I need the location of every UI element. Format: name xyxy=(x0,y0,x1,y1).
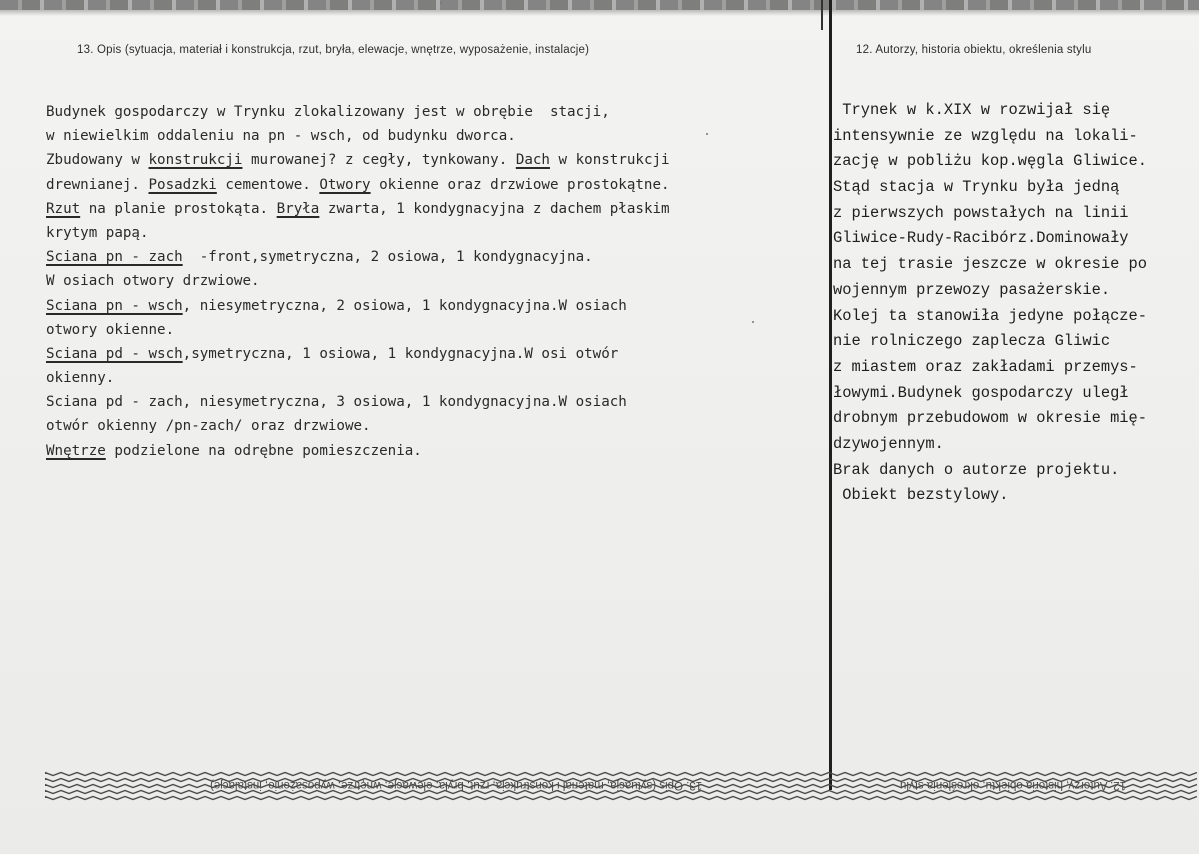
wavy-line xyxy=(45,773,1197,776)
description-line xyxy=(46,269,816,293)
description-line xyxy=(46,197,816,221)
text-segment: krytym papą. xyxy=(46,224,149,241)
mirrored-footer-left: 13. Opis (sytuacja, materiał i konstrukcja, rzut, bryła, elewacje, wnętrze, wyposażenie, instalacje) xyxy=(210,779,703,791)
text-segment: Budynek gospodarczy w Trynku zlokalizowany jest w obrębie stacji, xyxy=(46,104,610,120)
underlined-term: Rzut xyxy=(46,200,81,217)
text-segment: W osiach otwory drzwiowe. xyxy=(46,273,260,290)
paper-speck xyxy=(752,321,754,323)
history-line: Kolej ta stanowiła jedyne połącze- xyxy=(833,306,1148,325)
history-line: łowymi.Budynek gospodarczy uległ xyxy=(833,383,1129,402)
paper-speck xyxy=(440,2,442,4)
description-text xyxy=(46,100,816,463)
underlined-term: Bryła xyxy=(276,200,320,217)
description-line xyxy=(46,100,816,124)
description-line xyxy=(46,173,816,197)
text-segment: otwór okienny /pn-zach/ oraz drzwiowe. xyxy=(46,418,371,435)
section-12-header: 12. Autorzy, historia obiektu, określenia stylu xyxy=(856,44,1092,56)
top-edge-shadow xyxy=(0,10,1199,16)
underlined-term: Sciana pn - wsch xyxy=(46,297,183,314)
history-line: intensywnie ze względu na lokali- xyxy=(833,126,1138,145)
description-line xyxy=(46,342,816,366)
text-segment: na planie prostokąta. xyxy=(80,200,277,217)
description-line xyxy=(46,318,816,342)
underlined-term: Sciana pd - wsch xyxy=(46,345,183,362)
column-divider xyxy=(829,0,832,790)
text-segment: w niewielkim oddaleniu na pn - wsch, od budynku dworca. xyxy=(46,128,516,145)
history-line: Gliwice-Rudy-Racibórz.Dominowały xyxy=(833,229,1129,248)
text-segment: Sciana pd - zach, niesymetryczna, 3 osiowa, 1 kondygnacyjna.W osiach xyxy=(46,394,627,411)
history-line: zację w pobliżu kop.węgla Gliwice. xyxy=(833,152,1148,171)
history-line: Trynek w k.XIX w rozwijał się xyxy=(833,101,1111,119)
history-line: drobnym przebudowom w okresie mię- xyxy=(833,409,1148,428)
history-line: na tej trasie jeszcze w okresie po xyxy=(833,255,1148,274)
history-line: nie rolniczego zaplecza Gliwic xyxy=(833,332,1111,351)
text-segment: zwarta, 1 kondygnacyjna z dachem płaskim xyxy=(319,200,670,217)
section-13-header: 13. Opis (sytuacja, materiał i konstrukcja, rzut, bryła, elewacje, wnętrze, wyposażenie, instalacje) xyxy=(77,44,590,56)
wavy-line xyxy=(45,797,1197,800)
history-line: dzywojennym. xyxy=(833,434,944,453)
description-line xyxy=(46,439,816,463)
description-line xyxy=(46,414,816,438)
history-line: Stąd stacja w Trynku była jedną xyxy=(833,178,1120,197)
description-line xyxy=(46,245,816,269)
text-segment: cementowe. xyxy=(216,176,320,193)
description-line xyxy=(46,294,816,318)
text-segment: murowanej? z cegły, tynkowany. xyxy=(242,152,516,169)
description-line xyxy=(46,148,816,172)
description-line xyxy=(46,124,816,148)
text-segment: Zbudowany w xyxy=(46,152,149,169)
text-segment: -front,symetryczna, 2 osiowa, 1 kondygnacyjna. xyxy=(182,249,593,266)
description-line xyxy=(46,390,816,414)
history-line: wojennym przewozy pasażerskie. xyxy=(833,280,1111,299)
underlined-term: Otwory xyxy=(319,176,371,193)
text-segment: podzielone na odrębne pomieszczenia. xyxy=(105,442,422,459)
text-segment: okienny. xyxy=(46,370,115,387)
paper-speck xyxy=(706,133,708,135)
underlined-term: Sciana pn - zach xyxy=(46,249,183,266)
text-segment: drewnianej. xyxy=(46,176,149,193)
divider-stub xyxy=(821,0,823,30)
history-text xyxy=(833,98,1193,509)
description-line xyxy=(46,221,816,245)
history-line: z pierwszych powstałych na linii xyxy=(833,203,1129,222)
text-segment: okienne oraz drzwiowe prostokątne. xyxy=(370,176,670,193)
text-segment: w konstrukcji xyxy=(549,152,670,169)
text-segment: , niesymetryczna, 2 osiowa, 1 kondygnacyjna.W osiach xyxy=(182,297,627,314)
underlined-term: Wnętrze xyxy=(46,442,106,459)
history-line: Brak danych o autorze projektu. xyxy=(833,460,1120,479)
text-segment: ,symetryczna, 1 osiowa, 1 kondygnacyjna.W osi otwór xyxy=(182,345,619,362)
underlined-term: Posadzki xyxy=(148,176,217,193)
history-line: Obiekt bezstylowy. xyxy=(833,486,1009,505)
mirrored-footer-right: 12. Autorzy, historia obiektu, określenia stylu xyxy=(900,779,1127,791)
history-line: z miastem oraz zakładami przemys- xyxy=(833,357,1138,376)
underlined-term: Dach xyxy=(515,152,550,169)
top-torn-edge xyxy=(0,0,1199,10)
text-segment: otwory okienne. xyxy=(46,321,175,338)
description-line xyxy=(46,366,816,390)
underlined-term: konstrukcji xyxy=(148,152,243,169)
